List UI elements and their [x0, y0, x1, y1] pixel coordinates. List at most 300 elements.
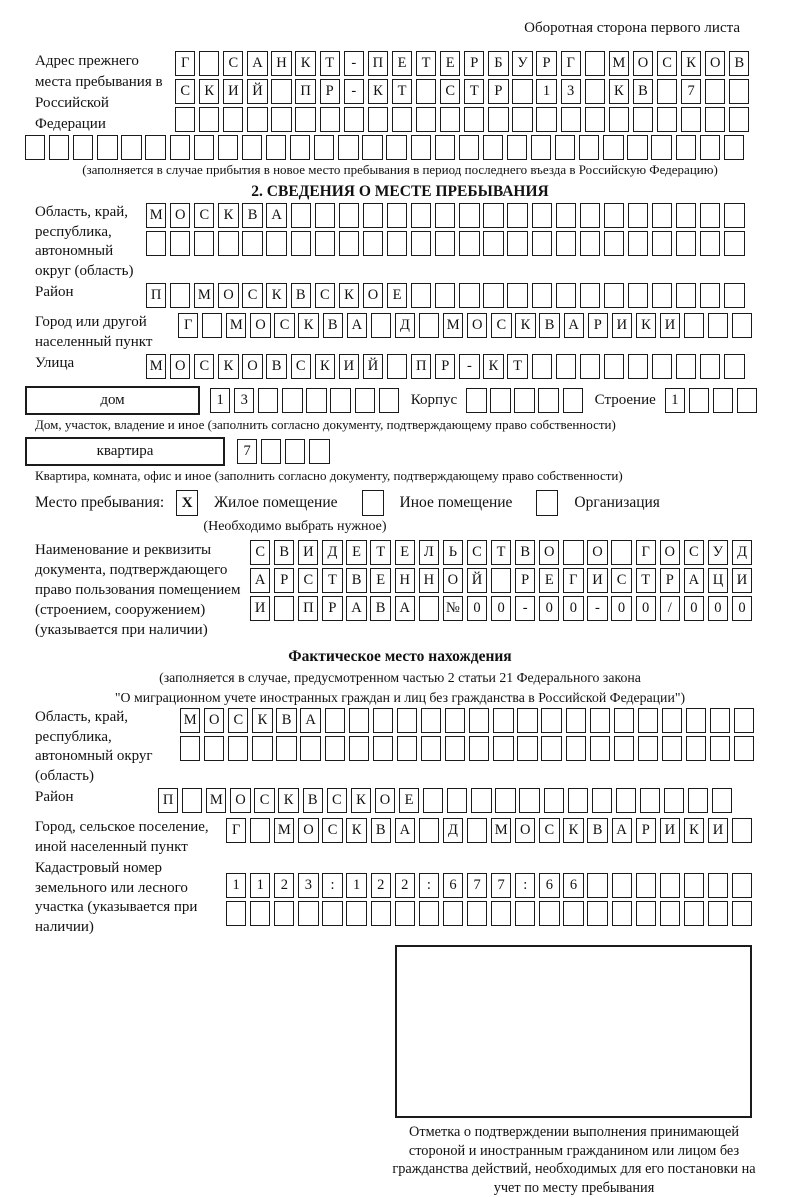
char-cell[interactable]: П — [295, 79, 315, 104]
char-cell[interactable]: Т — [636, 568, 656, 593]
char-cell[interactable] — [419, 901, 439, 926]
char-cell[interactable]: С — [228, 708, 248, 733]
char-cell[interactable]: Р — [660, 568, 680, 593]
char-cell[interactable]: П — [368, 51, 388, 76]
char-cell[interactable] — [603, 135, 623, 160]
char-cell[interactable] — [700, 203, 720, 228]
char-cell[interactable]: Н — [395, 568, 415, 593]
char-cell[interactable]: 6 — [539, 873, 559, 898]
char-cell[interactable] — [568, 788, 588, 813]
char-cell[interactable] — [652, 203, 672, 228]
char-cell[interactable]: И — [612, 313, 632, 338]
char-cell[interactable] — [291, 203, 311, 228]
char-cell[interactable]: С — [539, 818, 559, 843]
char-cell[interactable] — [676, 283, 696, 308]
char-cell[interactable]: М — [609, 51, 629, 76]
char-cell[interactable] — [271, 107, 291, 132]
char-cell[interactable] — [681, 107, 701, 132]
char-cell[interactable] — [483, 283, 503, 308]
char-cell[interactable] — [638, 708, 658, 733]
char-cell[interactable] — [708, 901, 728, 926]
char-cell[interactable] — [170, 283, 190, 308]
char-cell[interactable] — [435, 231, 455, 256]
char-cell[interactable]: В — [371, 818, 391, 843]
char-cell[interactable]: 7 — [467, 873, 487, 898]
char-cell[interactable] — [556, 283, 576, 308]
char-cell[interactable] — [636, 873, 656, 898]
char-cell[interactable] — [300, 736, 320, 761]
char-cell[interactable]: А — [612, 818, 632, 843]
char-cell[interactable]: С — [327, 788, 347, 813]
char-cell[interactable] — [604, 354, 624, 379]
char-cell[interactable]: 2 — [395, 873, 415, 898]
char-cell[interactable] — [512, 107, 532, 132]
char-cell[interactable] — [604, 231, 624, 256]
char-cell[interactable] — [590, 736, 610, 761]
char-cell[interactable] — [531, 135, 551, 160]
char-cell[interactable] — [664, 788, 684, 813]
char-cell[interactable]: С — [684, 540, 704, 565]
char-cell[interactable] — [491, 901, 511, 926]
char-cell[interactable] — [532, 354, 552, 379]
char-cell[interactable]: О — [633, 51, 653, 76]
char-cell[interactable]: Г — [636, 540, 656, 565]
char-cell[interactable] — [445, 736, 465, 761]
char-cell[interactable] — [252, 736, 272, 761]
char-cell[interactable]: О — [230, 788, 250, 813]
char-cell[interactable]: В — [291, 283, 311, 308]
char-cell[interactable] — [309, 439, 329, 464]
char-cell[interactable]: С — [322, 818, 342, 843]
char-cell[interactable]: / — [660, 596, 680, 621]
char-cell[interactable]: К — [278, 788, 298, 813]
char-cell[interactable] — [566, 708, 586, 733]
char-cell[interactable]: В — [274, 540, 294, 565]
char-cell[interactable]: С — [194, 354, 214, 379]
char-cell[interactable] — [363, 231, 383, 256]
char-cell[interactable] — [325, 736, 345, 761]
char-cell[interactable]: Ь — [443, 540, 463, 565]
char-cell[interactable]: С — [291, 354, 311, 379]
char-cell[interactable]: О — [660, 540, 680, 565]
char-cell[interactable]: В — [303, 788, 323, 813]
char-cell[interactable]: И — [339, 354, 359, 379]
char-cell[interactable] — [416, 107, 436, 132]
char-cell[interactable]: : — [419, 873, 439, 898]
char-cell[interactable] — [362, 135, 382, 160]
char-cell[interactable]: А — [247, 51, 267, 76]
char-cell[interactable] — [538, 388, 558, 413]
char-cell[interactable] — [700, 231, 720, 256]
char-cell[interactable] — [708, 313, 728, 338]
char-cell[interactable] — [604, 283, 624, 308]
char-cell[interactable] — [371, 313, 391, 338]
char-cell[interactable] — [320, 107, 340, 132]
char-cell[interactable] — [729, 79, 749, 104]
char-cell[interactable] — [684, 313, 704, 338]
char-cell[interactable] — [490, 388, 510, 413]
char-cell[interactable]: 3 — [561, 79, 581, 104]
char-cell[interactable]: Т — [392, 79, 412, 104]
char-cell[interactable]: 0 — [636, 596, 656, 621]
char-cell[interactable] — [507, 283, 527, 308]
char-cell[interactable] — [580, 203, 600, 228]
char-cell[interactable] — [483, 203, 503, 228]
char-cell[interactable] — [443, 901, 463, 926]
char-cell[interactable]: П — [411, 354, 431, 379]
char-cell[interactable] — [724, 203, 744, 228]
char-cell[interactable] — [705, 79, 725, 104]
char-cell[interactable]: Г — [178, 313, 198, 338]
char-cell[interactable]: К — [339, 283, 359, 308]
char-cell[interactable] — [459, 135, 479, 160]
char-cell[interactable] — [507, 203, 527, 228]
char-cell[interactable]: - — [587, 596, 607, 621]
char-cell[interactable]: И — [223, 79, 243, 104]
char-cell[interactable] — [49, 135, 69, 160]
char-cell[interactable]: О — [170, 203, 190, 228]
char-cell[interactable] — [556, 203, 576, 228]
char-cell[interactable]: А — [564, 313, 584, 338]
char-cell[interactable]: 1 — [250, 873, 270, 898]
char-cell[interactable]: В — [633, 79, 653, 104]
char-cell[interactable]: Г — [563, 568, 583, 593]
char-cell[interactable] — [700, 283, 720, 308]
char-cell[interactable]: О — [363, 283, 383, 308]
char-cell[interactable] — [556, 354, 576, 379]
char-cell[interactable]: К — [515, 313, 535, 338]
char-cell[interactable] — [73, 135, 93, 160]
char-cell[interactable] — [121, 135, 141, 160]
char-cell[interactable] — [483, 231, 503, 256]
char-cell[interactable]: Т — [416, 51, 436, 76]
char-cell[interactable] — [250, 818, 270, 843]
char-cell[interactable]: К — [684, 818, 704, 843]
char-cell[interactable] — [306, 388, 326, 413]
char-cell[interactable] — [633, 107, 653, 132]
char-cell[interactable] — [298, 901, 318, 926]
char-cell[interactable] — [662, 708, 682, 733]
char-cell[interactable] — [194, 231, 214, 256]
char-cell[interactable] — [421, 708, 441, 733]
char-cell[interactable]: 1 — [210, 388, 230, 413]
char-cell[interactable] — [627, 135, 647, 160]
char-cell[interactable]: 6 — [443, 873, 463, 898]
char-cell[interactable]: В — [346, 568, 366, 593]
char-cell[interactable] — [276, 736, 296, 761]
char-cell[interactable] — [660, 873, 680, 898]
char-cell[interactable] — [387, 203, 407, 228]
char-cell[interactable] — [419, 596, 439, 621]
char-cell[interactable] — [563, 901, 583, 926]
char-cell[interactable] — [363, 203, 383, 228]
char-cell[interactable]: Е — [392, 51, 412, 76]
char-cell[interactable]: М — [491, 818, 511, 843]
char-cell[interactable] — [585, 107, 605, 132]
char-cell[interactable] — [737, 388, 757, 413]
char-cell[interactable]: Е — [440, 51, 460, 76]
char-cell[interactable] — [445, 708, 465, 733]
char-cell[interactable] — [440, 107, 460, 132]
char-cell[interactable]: М — [194, 283, 214, 308]
checkbox-other-premises[interactable] — [362, 490, 384, 516]
char-cell[interactable] — [732, 873, 752, 898]
char-cell[interactable] — [563, 540, 583, 565]
char-cell[interactable]: Т — [507, 354, 527, 379]
char-cell[interactable] — [580, 283, 600, 308]
char-cell[interactable] — [662, 736, 682, 761]
char-cell[interactable]: Р — [636, 818, 656, 843]
char-cell[interactable]: Т — [464, 79, 484, 104]
char-cell[interactable] — [585, 51, 605, 76]
char-cell[interactable] — [729, 107, 749, 132]
char-cell[interactable]: О — [375, 788, 395, 813]
char-cell[interactable] — [373, 708, 393, 733]
char-cell[interactable] — [170, 135, 190, 160]
char-cell[interactable] — [561, 107, 581, 132]
char-cell[interactable]: 0 — [732, 596, 752, 621]
char-cell[interactable] — [652, 354, 672, 379]
char-cell[interactable]: В — [587, 818, 607, 843]
char-cell[interactable]: Е — [539, 568, 559, 593]
char-cell[interactable]: А — [266, 203, 286, 228]
char-cell[interactable]: С — [657, 51, 677, 76]
char-cell[interactable]: А — [395, 596, 415, 621]
char-cell[interactable]: В — [242, 203, 262, 228]
char-cell[interactable] — [315, 203, 335, 228]
char-cell[interactable]: Р — [464, 51, 484, 76]
char-cell[interactable] — [676, 354, 696, 379]
char-cell[interactable]: Й — [363, 354, 383, 379]
char-cell[interactable]: С — [274, 313, 294, 338]
char-cell[interactable] — [732, 901, 752, 926]
char-cell[interactable] — [338, 135, 358, 160]
char-cell[interactable]: К — [636, 313, 656, 338]
char-cell[interactable]: - — [344, 79, 364, 104]
char-cell[interactable] — [708, 873, 728, 898]
char-cell[interactable]: Д — [443, 818, 463, 843]
char-cell[interactable]: С — [250, 540, 270, 565]
char-cell[interactable] — [339, 231, 359, 256]
char-cell[interactable] — [368, 107, 388, 132]
char-cell[interactable]: М — [180, 708, 200, 733]
char-cell[interactable]: О — [705, 51, 725, 76]
char-cell[interactable]: А — [300, 708, 320, 733]
char-cell[interactable]: 0 — [539, 596, 559, 621]
char-cell[interactable]: С — [315, 283, 335, 308]
char-cell[interactable] — [541, 708, 561, 733]
char-cell[interactable] — [676, 135, 696, 160]
char-cell[interactable] — [713, 388, 733, 413]
char-cell[interactable]: М — [274, 818, 294, 843]
char-cell[interactable] — [285, 439, 305, 464]
char-cell[interactable]: 7 — [491, 873, 511, 898]
char-cell[interactable] — [580, 231, 600, 256]
char-cell[interactable] — [464, 107, 484, 132]
char-cell[interactable]: 3 — [234, 388, 254, 413]
char-cell[interactable]: К — [298, 313, 318, 338]
char-cell[interactable] — [555, 135, 575, 160]
char-cell[interactable]: Т — [322, 568, 342, 593]
char-cell[interactable] — [247, 107, 267, 132]
char-cell[interactable] — [493, 708, 513, 733]
char-cell[interactable] — [223, 107, 243, 132]
char-cell[interactable]: 2 — [371, 873, 391, 898]
char-cell[interactable] — [517, 708, 537, 733]
char-cell[interactable] — [435, 203, 455, 228]
char-cell[interactable] — [585, 79, 605, 104]
char-cell[interactable]: О — [467, 313, 487, 338]
char-cell[interactable] — [469, 736, 489, 761]
char-cell[interactable]: В — [323, 313, 343, 338]
char-cell[interactable]: Г — [175, 51, 195, 76]
char-cell[interactable] — [734, 736, 754, 761]
char-cell[interactable]: С — [254, 788, 274, 813]
char-cell[interactable] — [97, 135, 117, 160]
char-cell[interactable]: - — [344, 51, 364, 76]
char-cell[interactable] — [467, 901, 487, 926]
char-cell[interactable] — [419, 313, 439, 338]
char-cell[interactable] — [532, 203, 552, 228]
char-cell[interactable] — [488, 107, 508, 132]
char-cell[interactable]: М — [443, 313, 463, 338]
char-cell[interactable]: П — [158, 788, 178, 813]
char-cell[interactable] — [612, 873, 632, 898]
char-cell[interactable]: Г — [561, 51, 581, 76]
char-cell[interactable] — [724, 231, 744, 256]
char-cell[interactable]: 0 — [563, 596, 583, 621]
char-cell[interactable] — [271, 79, 291, 104]
char-cell[interactable]: С — [440, 79, 460, 104]
char-cell[interactable]: Н — [419, 568, 439, 593]
char-cell[interactable] — [592, 788, 612, 813]
char-cell[interactable]: И — [732, 568, 752, 593]
char-cell[interactable] — [705, 107, 725, 132]
char-cell[interactable] — [322, 901, 342, 926]
char-cell[interactable] — [686, 736, 706, 761]
char-cell[interactable] — [274, 901, 294, 926]
char-cell[interactable] — [507, 135, 527, 160]
char-cell[interactable]: О — [443, 568, 463, 593]
char-cell[interactable]: У — [708, 540, 728, 565]
char-cell[interactable] — [387, 231, 407, 256]
char-cell[interactable] — [483, 135, 503, 160]
char-cell[interactable] — [202, 313, 222, 338]
char-cell[interactable] — [397, 708, 417, 733]
char-cell[interactable] — [218, 135, 238, 160]
char-cell[interactable] — [447, 788, 467, 813]
char-cell[interactable] — [541, 736, 561, 761]
char-cell[interactable] — [628, 231, 648, 256]
char-cell[interactable] — [566, 736, 586, 761]
char-cell[interactable] — [724, 354, 744, 379]
char-cell[interactable]: И — [660, 818, 680, 843]
char-cell[interactable] — [676, 231, 696, 256]
char-cell[interactable] — [686, 708, 706, 733]
char-cell[interactable] — [266, 231, 286, 256]
char-cell[interactable] — [349, 736, 369, 761]
char-cell[interactable] — [397, 736, 417, 761]
char-cell[interactable]: 1 — [226, 873, 246, 898]
char-cell[interactable]: А — [347, 313, 367, 338]
char-cell[interactable]: О — [204, 708, 224, 733]
char-cell[interactable] — [175, 107, 195, 132]
char-cell[interactable]: И — [660, 313, 680, 338]
char-cell[interactable]: Д — [322, 540, 342, 565]
char-cell[interactable]: 0 — [708, 596, 728, 621]
char-cell[interactable] — [25, 135, 45, 160]
char-cell[interactable]: 7 — [681, 79, 701, 104]
char-cell[interactable]: Р — [588, 313, 608, 338]
char-cell[interactable] — [194, 135, 214, 160]
char-cell[interactable] — [471, 788, 491, 813]
char-cell[interactable]: О — [515, 818, 535, 843]
char-cell[interactable] — [636, 901, 656, 926]
char-cell[interactable]: 0 — [684, 596, 704, 621]
char-cell[interactable] — [258, 388, 278, 413]
char-cell[interactable] — [734, 708, 754, 733]
char-cell[interactable] — [579, 135, 599, 160]
char-cell[interactable] — [419, 818, 439, 843]
char-cell[interactable] — [710, 736, 730, 761]
char-cell[interactable] — [614, 708, 634, 733]
char-cell[interactable] — [411, 283, 431, 308]
char-cell[interactable] — [652, 283, 672, 308]
char-cell[interactable] — [515, 901, 535, 926]
char-cell[interactable] — [519, 788, 539, 813]
char-cell[interactable]: О — [298, 818, 318, 843]
char-cell[interactable]: Р — [515, 568, 535, 593]
char-cell[interactable] — [282, 388, 302, 413]
char-cell[interactable]: О — [218, 283, 238, 308]
char-cell[interactable] — [204, 736, 224, 761]
char-cell[interactable]: : — [322, 873, 342, 898]
char-cell[interactable] — [371, 901, 391, 926]
char-cell[interactable]: К — [351, 788, 371, 813]
char-cell[interactable]: Л — [419, 540, 439, 565]
char-cell[interactable]: К — [563, 818, 583, 843]
char-cell[interactable]: Р — [435, 354, 455, 379]
char-cell[interactable] — [640, 788, 660, 813]
char-cell[interactable] — [609, 107, 629, 132]
char-cell[interactable] — [467, 818, 487, 843]
char-cell[interactable]: О — [170, 354, 190, 379]
char-cell[interactable]: П — [298, 596, 318, 621]
char-cell[interactable] — [379, 388, 399, 413]
char-cell[interactable]: 1 — [665, 388, 685, 413]
char-cell[interactable]: К — [609, 79, 629, 104]
char-cell[interactable]: С — [298, 568, 318, 593]
char-cell[interactable]: 0 — [467, 596, 487, 621]
char-cell[interactable] — [261, 439, 281, 464]
char-cell[interactable]: Д — [395, 313, 415, 338]
char-cell[interactable]: К — [681, 51, 701, 76]
char-cell[interactable]: 2 — [274, 873, 294, 898]
char-cell[interactable] — [386, 135, 406, 160]
char-cell[interactable]: О — [587, 540, 607, 565]
char-cell[interactable]: У — [512, 51, 532, 76]
char-cell[interactable] — [580, 354, 600, 379]
char-cell[interactable] — [544, 788, 564, 813]
char-cell[interactable] — [536, 107, 556, 132]
char-cell[interactable] — [416, 79, 436, 104]
char-cell[interactable]: К — [346, 818, 366, 843]
char-cell[interactable] — [712, 788, 732, 813]
char-cell[interactable]: В — [515, 540, 535, 565]
char-cell[interactable] — [392, 107, 412, 132]
char-cell[interactable] — [395, 901, 415, 926]
char-cell[interactable] — [199, 107, 219, 132]
